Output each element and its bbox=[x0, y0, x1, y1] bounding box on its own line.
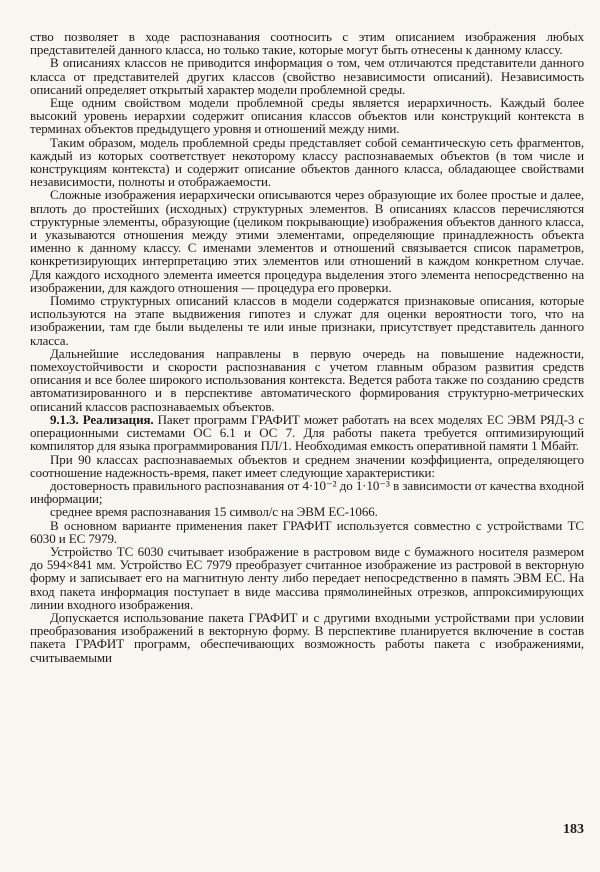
paragraph-tc6030: Устройство ТС 6030 считывает изображение в растровом виде с бумажного носителя размером до 594×841 мм. Устройство ЕС 7979 преобразует считанное изображение из растровой в векторную форму и записывает его на магнитную ленту либо передает непосредственно в память ЭВМ ЕС. На вход пакета информация поступает в виде массива прямолинейных отрезков, аппроксимирующих линии входного изображения. bbox=[30, 543, 584, 612]
paragraph-semantic-network: Таким образом, модель проблемной среды представляет собой семантическую сеть фрагментов, каждый из которых соответствует некоторому классу распознаваемых объектов (в том числе и конструкциям контекста) и содержит описание объектов данного класса, обладающее свойствами независимости, полноты и отображаемости. bbox=[30, 134, 584, 190]
paragraph-further-research: Дальнейшие исследования направлены в первую очередь на повышение надежности, помехоустойчивости и скорости распознавания с учетом главным образом развития средств описания и все более широкого использования контекста. Ведется работа также по созданию средств автоматизированного и в перспективе автоматического формирования структурно-метрических описаний классов распознаваемых объектов. bbox=[30, 345, 584, 414]
page-number: 183 bbox=[563, 822, 584, 837]
characteristic-item: достоверность правильного распознавания от 4·10⁻² до 1·10⁻³ в зависимости от качества входной информации; bbox=[30, 477, 584, 507]
section-implementation bbox=[30, 413, 584, 453]
book-page bbox=[30, 30, 584, 872]
paragraph-complex-images: Сложные изображения иерархически описываются через образующие их более простые и далее, вплоть до простейших (исходных) структурных элементов. В описаниях классов перечисляются структурные элементы, образующие (целиком покрывающие) изображения объектов данного класса, и указываются отношения между этими элементами, определяющие принадлежность объекта именно к данному классу. С именами элементов и отношений связывается список параметров, конкретизирующих интерпретацию этих элементов или отношений в каждом конкретном случае. Для каждого исходного элемента имеется процедура выделения этого элемента непосредственно на изображении, для каждого отношения — процедура его проверки. bbox=[30, 187, 584, 295]
characteristic-item: среднее время распознавания 15 символ/с на ЭВМ ЕС-1066. bbox=[50, 504, 378, 520]
section-heading: 9.1.3. Реализация. bbox=[50, 411, 154, 427]
paragraph-continuation: ство позволяет в ходе распознавания соотносить с этим описанием изображения любых представителей данного класса, но только такие, которые могут быть отнесены к данному классу. bbox=[30, 29, 584, 58]
paragraph-feature-descriptions: Помимо структурных описаний классов в модели содержатся признаковые описания, которые используются на этапе выдвижения гипотез и служат для оценки вероятности того, что на изображении, там где были выделены те или иные признаки, присутствует представитель данного класса. bbox=[30, 293, 584, 348]
paragraph-hierarchy: Еще одним свойством модели проблемной среды является иерархичность. Каждый более высокий уровень иерархии содержит описания классов объектов или конструкций контекста в терминах объектов предыдущего уровня и отношений между ними. bbox=[30, 95, 584, 137]
paragraph-devices: В основном варианте применения пакет ГРАФИТ используется совместно с устройствами ТС 6030 и ЕС 7979. bbox=[30, 517, 584, 546]
paragraph-characteristics-intro: При 90 классах распознаваемых объектов и среднем значении коэффициента, определяющего соотношение надежность-время, пакет имеет следующие характеристики: bbox=[30, 451, 584, 480]
paragraph-independence: В описаниях классов не приводится информация о том, чем отличаются представители данного класса от представителей других классов (свойство независимости описаний). Независимость описаний определяет открытый характер модели проблемной среды. bbox=[30, 55, 584, 97]
section-text: Пакет программ ГРАФИТ может работать на всех моделях ЕС ЭВМ РЯД-3 с операционными системами ОС 6.1 и ОС 7. Для работы пакета требуется оптимизирующий компилятор для языка программирования ПЛ/1. Необходимая емкость оперативной памяти 1 Мбайт. bbox=[30, 411, 584, 454]
paragraph-other-devices: Допускается использование пакета ГРАФИТ и с другими входными устройствами при условии преобразования изображений в векторную форму. В перспективе планируется включение в состав пакета ГРАФИТ программ, обеспечивающих возможность работы пакета с изображениями, считываемыми bbox=[30, 609, 584, 665]
